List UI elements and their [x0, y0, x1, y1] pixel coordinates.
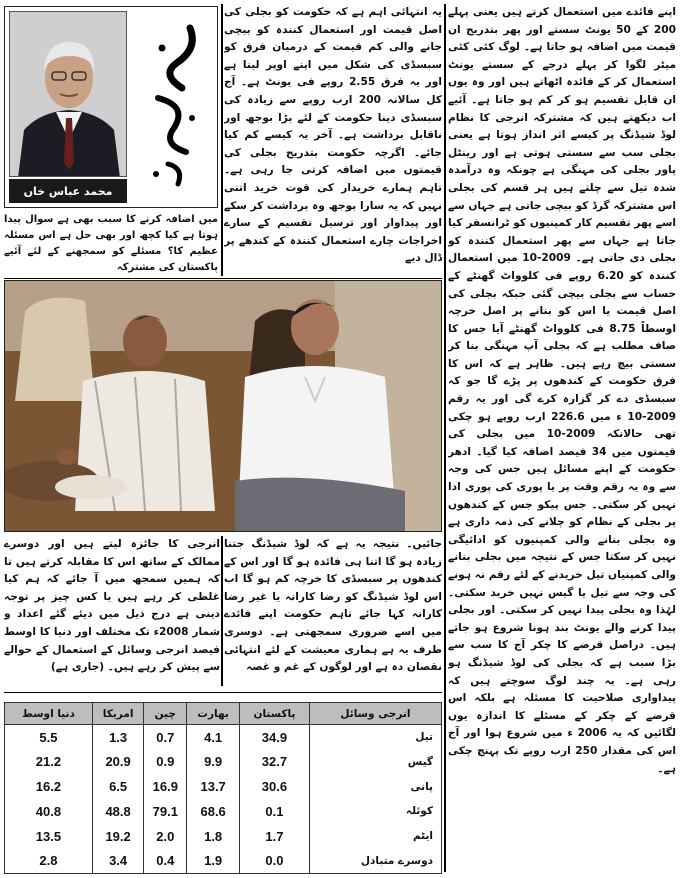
cell-value: 3.4	[92, 849, 144, 874]
article-column-under-photo-left	[4, 536, 220, 686]
table-row	[5, 849, 442, 874]
header-china: چین	[144, 703, 187, 725]
row-label: ایٹم	[309, 824, 441, 849]
cell-value: 48.8	[92, 799, 144, 824]
article-column-left-top	[4, 212, 218, 276]
header-pakistan: پاکستان	[240, 703, 310, 725]
cell-value: 1.9	[187, 849, 240, 874]
cell-value: 30.6	[240, 774, 310, 799]
news-photo	[4, 280, 442, 532]
cell-value: 32.7	[240, 749, 310, 774]
header-world-average: دنیا اوسط	[5, 703, 93, 725]
header-resource: انرجی وسائل	[309, 703, 441, 725]
cell-value: 13.7	[187, 774, 240, 799]
column-title-calligraphy	[138, 18, 208, 198]
cell-value: 2.8	[5, 849, 93, 874]
header-usa: امریکا	[92, 703, 144, 725]
cell-value: 0.7	[144, 725, 187, 750]
cell-value: 68.6	[187, 799, 240, 824]
cell-value: 0.0	[240, 849, 310, 874]
photo-top-rule	[4, 278, 442, 279]
row-label: دوسرے متبادل	[309, 849, 441, 874]
cell-value: 16.2	[5, 774, 93, 799]
cell-value: 0.9	[144, 749, 187, 774]
row-label: کوئلہ	[309, 799, 441, 824]
row-label: پانی	[309, 774, 441, 799]
cell-value: 4.1	[187, 725, 240, 750]
header-india: بھارت	[187, 703, 240, 725]
table-row	[5, 725, 442, 750]
energy-resources-table	[4, 702, 442, 874]
two-men-dining-photo	[5, 281, 442, 532]
article-text-under-photo-right: جائیں۔ نتیجہ یہ ہے کہ لوڈ شیڈنگ جتنا زیادہ ہو گا اتنا ہی فائدہ ہو گا اور اس کے کندھوں پر سبسڈی کا خرچہ کم ہو گا اب اس لوڈ شیڈنگ کو رضا کارانہ یا غیر رضا کارانہ کہا جائے تاہم حکومت اپنے فائدے میں اسے ضروری سمجھتی ہے۔ دوسری طرف یہ ہے ہماری معیشت کے لئے انتہائی نقصان دہ ہے اور لوگوں کے غم و غصہ	[224, 538, 442, 674]
article-column-under-photo-right	[224, 536, 442, 686]
table-row	[5, 799, 442, 824]
table-row	[5, 749, 442, 774]
article-column-right	[448, 4, 676, 872]
cell-value: 0.4	[144, 849, 187, 874]
article-text-middle: یہ انتہائی اہم ہے کہ حکومت کو بجلی کی اصل قیمت اور استعمال کنندہ کو بیچی جانے والی کم قیمت کے درمیان فرق کو سبسڈی کی شکل میں اپنے اوپر لینا ہے اور یہ فرق 2.55 روپے فی یونٹ ہے۔ آج کل سالانہ 200 ارب روپے سے زیادہ کی سبسڈی دینا حکومت کے لئے بڑا بوجھ اور ناقابل برداشت ہے۔ آخر یہ کیسے کم کیا جائے۔ اگرچہ حکومت بتدریج بجلی کی قیمتوں میں اضافہ کرتی جا رہی ہے۔ تاہم ہمارے خریدار کی قوت خرید اتنی نہیں کہ یہ سارا بوجھ وہ برداشت کر سکے اور پیداوار اور ترسیل تقسیم کے سارے اخراجات چارے استعمال کنندہ کے کندھے پر ڈال دیے	[224, 6, 442, 265]
cell-value: 16.9	[144, 774, 187, 799]
article-column-middle	[224, 4, 442, 276]
table-header-row	[5, 703, 442, 725]
article-text-under-photo-left: انرجی کا جائزہ لیتے ہیں اور دوسرے ممالک کے ساتھ اس کا مقابلہ کرتے ہیں تا کہ ہمیں سمجھ میں آ جائے کہ ہم کیا غلطی کر رہے ہیں یا کس چیز پر توجہ دینی ہے درج ذیل میں دیئے گئے اعداد و شمار 2008ء تک مختلف اور دنیا کا اوسط فیصد انرجی وسائل کے استعمال کے حوالے سے پیش کر رہے ہیں۔ (جاری ہے)	[4, 538, 220, 674]
author-name: محمد عباس خاں	[9, 179, 127, 203]
cell-value: 19.2	[92, 824, 144, 849]
column-logo	[133, 15, 213, 201]
cell-value: 6.5	[92, 774, 144, 799]
cell-value: 1.8	[187, 824, 240, 849]
column-divider-bottom	[221, 536, 223, 686]
cell-value: 13.5	[5, 824, 93, 849]
column-divider-right	[444, 4, 446, 872]
article-text-left-top: میں اضافہ کرنے کا سبب بھی ہے سوال پیدا ہوتا ہے کیا کچھ اور بھی حل ہے اس مسئلہ عظیم کا؟ مسئلے کو سمجھنے کے لئے آئیے پاکستان کی مشترکہ	[4, 214, 218, 273]
cell-value: 1.7	[240, 824, 310, 849]
cell-value: 5.5	[5, 725, 93, 750]
cell-value: 9.9	[187, 749, 240, 774]
row-label: تیل	[309, 725, 441, 750]
cell-value: 2.0	[144, 824, 187, 849]
table-row	[5, 774, 442, 799]
cell-value: 20.9	[92, 749, 144, 774]
cell-value: 0.1	[240, 799, 310, 824]
column-divider-middle	[221, 4, 223, 276]
cell-value: 40.8	[5, 799, 93, 824]
cell-value: 1.3	[92, 725, 144, 750]
author-photo	[9, 11, 127, 177]
article-text-right: اپنے فائدے میں استعمال کرتے ہیں یعنی پہلے 200 کے 50 یونٹ سستے اور پھر بتدریج ان قیمت میں اضافہ ہو جاتا ہے۔ لوگ کئی کئی میٹر لگوا کر پہلے درجے کے سستے یونٹ استعمال کر کے فائدہ اٹھاتے ہیں اور وہ یوں ان قابل تقسیم ہو کر کم ہو جاتا ہے۔ آئیے اب دیکھتے ہیں کہ مشترکہ انرجی کا نظام لوڈ شیڈنگ پر کیسے اثر انداز ہوتا ہے یعنی بجلی سب سے سستی ہوتی ہے اور رینٹل پاور بجلی کی مہنگی ہے چونکہ وہ درآمدہ شدہ تیل سے چلتے ہیں ہر قسم کی بجلی اس مشترکہ گرڈ کو بیچی جاتی ہے جہاں سے اسے پھر تقسیم کار کمپنیوں کو ٹرانسفر کیا جاتا ہے جہاں سے پھر استعمال کنندہ کو بجلی دی جاتی ہے۔ 2009-10 میں استعمال کنندہ کو 6.20 روپے فی کلوواٹ گھنٹے کے حساب سے بجلی بیچی گئی جبکہ بجلی کی اصل قیمت یا اس کو بنانے پر اصل خرچہ اوسطاً 8.75 فی کلوواٹ گھنٹے آیا جس کا صاف مطلب ہے کہ بجلی آپ مہنگی بنا کر سستی بیچ رہے ہیں۔ ظاہر ہے کہ اس کا فرق حکومت کے کندھوں پر پڑے گا جو کہ سبسڈی دے کر گزارہ کرے گی اور یہ رقم 2009-10 ء میں 226.6 ارب روپے ہو چکی تھی حالانکہ 2009-10 میں بجلی کی قیمتوں میں 34 فیصد اضافہ کیا گیا۔ ادھر حکومت کے اپنے مسائل ہیں جس کی وجہ سے وہ یہ رقم وقت پر یا پوری کی پوری ادا نہیں کر سکتی۔ جس پیکو جس کے کندھوں پر بجلی کے نظام کو چلانے کی ذمہ داری ہے وہ بجلی بنانے والی کمپنیوں کو ادائیگی نہیں کر سکتا جس کے نتیجہ میں بجلی بنانے والی کمپنیاں تیل خریدنے کے لئے رقم نہ ہونے کی وجہ سے تیل یا گیس نہیں خرید سکتی۔ لہٰذا وہ بجلی پیدا نہیں کر سکتی۔ اور بجلی پیدا کرنے والے یونٹ بند ہونا شروع ہو جاتے ہیں۔ دراصل قرضے کا چکر آج کا سب سے بڑا سبب ہے کہ بجلی کی لوڈ شیڈنگ ہو رہی ہے۔ یہ چند لوگ سوچتے ہیں کہ پیداواری صلاحیت کا مسئلہ ہے بلکہ اس قرضے کے چکر کے مسئلے کا اندازہ یوں لگائیں کہ یہ 2006 ء میں شروع ہوا اور آج اس کی مقدار 250 ارب روپے تک پہنچ چکی ہے۔	[448, 6, 676, 775]
cell-value: 79.1	[144, 799, 187, 824]
table-top-rule	[4, 692, 442, 693]
cell-value: 34.9	[240, 725, 310, 750]
table-row	[5, 824, 442, 849]
cell-value: 21.2	[5, 749, 93, 774]
author-box	[4, 6, 218, 208]
author-portrait	[10, 12, 127, 177]
row-label: گیس	[309, 749, 441, 774]
